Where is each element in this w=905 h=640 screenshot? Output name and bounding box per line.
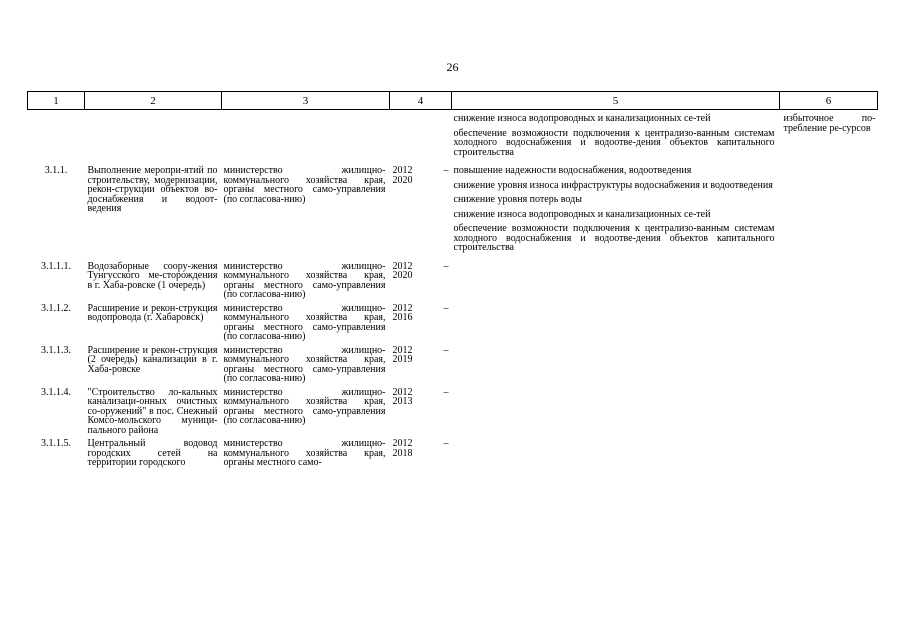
row-number: 3.1.1.1. [41,260,71,272]
result-item: снижение уровня потерь воды [453,194,582,205]
row-name: Водозаборные соору-жения Тунгусского ме-сторождения в г. Хаба-ровске (1 очередь) [87,260,218,291]
row-dash: – [443,438,449,449]
row-dash: – [443,344,449,356]
row-year-end: 2018 [392,447,413,459]
row-year-start: 2012 [392,165,413,176]
table-row [28,300,878,342]
result-item: повышение надежности водоснабжения, водоотведения [453,165,692,176]
table-row [28,384,878,436]
table-row [28,258,878,300]
row-year-end: 2020 [392,270,413,281]
table-row [28,435,878,468]
row-year-start: 2012 [392,386,413,398]
row-number: 3.1.1. [44,165,68,176]
continuation-risk: избыточное по-требление ре-сурсов [783,113,876,134]
row-year-start: 2012 [392,344,413,356]
row-year-end: 2013 [392,396,413,407]
row-name: "Строительство ло-кальных канализаци-онных очистных со-оружений" в пос. Снежный Комсо-мольского муници-пального района [87,386,218,436]
table-row [28,162,878,258]
header-col-6: 6 [780,92,878,110]
row-name: Расширение и рекон-струкция (2 очередь) канализации в г. Хаба-ровске [87,344,218,375]
row-dash: – [443,302,449,314]
page-number: 26 [446,60,459,74]
row-name: Центральный водовод городских сетей на территории городского [87,438,218,468]
row-name: Расширение и рекон-струкция водопровода (г. Хабаровск) [87,302,218,323]
row-year-start: 2012 [392,302,413,314]
row-name: Выполнение меропри-ятий по строительству, модернизации, рекон-струкции объектов во-доснабжения и водоот-ведения [87,165,218,214]
continuation-row [28,110,878,163]
row-executor: министерство жилищно-коммунального хозяйства края, органы местного само-управления (по согласова-нию) [223,260,386,300]
program-table [27,91,878,468]
row-executor: министерство жилищно-коммунального хозяйства края, органы местного само-управления (по согласова-нию) [223,302,386,342]
header-col-3: 3 [222,92,390,110]
row-executor: министерство жилищно-коммунального хозяйства края, органы местного само- [223,438,386,468]
row-dash: – [443,165,449,176]
result-item: обеспечение возможности подключения к централизо-ванным системам холодного водоснабжения и водоотве-дения объектов капитального строительства [453,223,775,253]
row-number: 3.1.1.2. [41,302,71,314]
row-number: 3.1.1.5. [41,438,71,449]
row-year-end: 2019 [392,354,413,365]
row-year-start: 2012 [392,438,413,449]
header-col-1: 1 [28,92,85,110]
row-executor: министерство жилищно-коммунального хозяйства края, органы местного само-управления (по согласова-нию) [223,386,386,426]
row-number: 3.1.1.3. [41,344,71,356]
row-executor: министерство жилищно-коммунального хозяйства края, органы местного само-управления (по согласова-нию) [223,165,386,205]
result-item: снижение износа водопроводных и канализационных се-тей [453,113,711,124]
row-executor: министерство жилищно-коммунального хозяйства края, органы местного само-управления (по согласова-нию) [223,344,386,384]
row-dash: – [443,386,449,398]
result-item: снижение износа водопроводных и канализационных се-тей [453,208,711,220]
table-row [28,342,878,384]
header-col-2: 2 [85,92,222,110]
row-results [452,162,780,258]
row-dash: – [443,260,449,272]
row-number: 3.1.1.4. [41,386,71,398]
result-item: обеспечение возможности подключения к централизо-ванным системам холодного водоснабжения и водоотве-дения объектов капитального строительства [453,127,775,158]
row-year-end: 2020 [392,174,413,186]
header-col-5: 5 [452,92,780,110]
row-year-start: 2012 [392,260,413,272]
result-item: снижение уровня износа инфраструктуры водоснабжения и водоотведения [453,179,773,191]
row-year-end: 2016 [392,312,413,323]
header-col-4: 4 [390,92,452,110]
header-row [28,92,878,110]
continuation-results [452,110,780,163]
